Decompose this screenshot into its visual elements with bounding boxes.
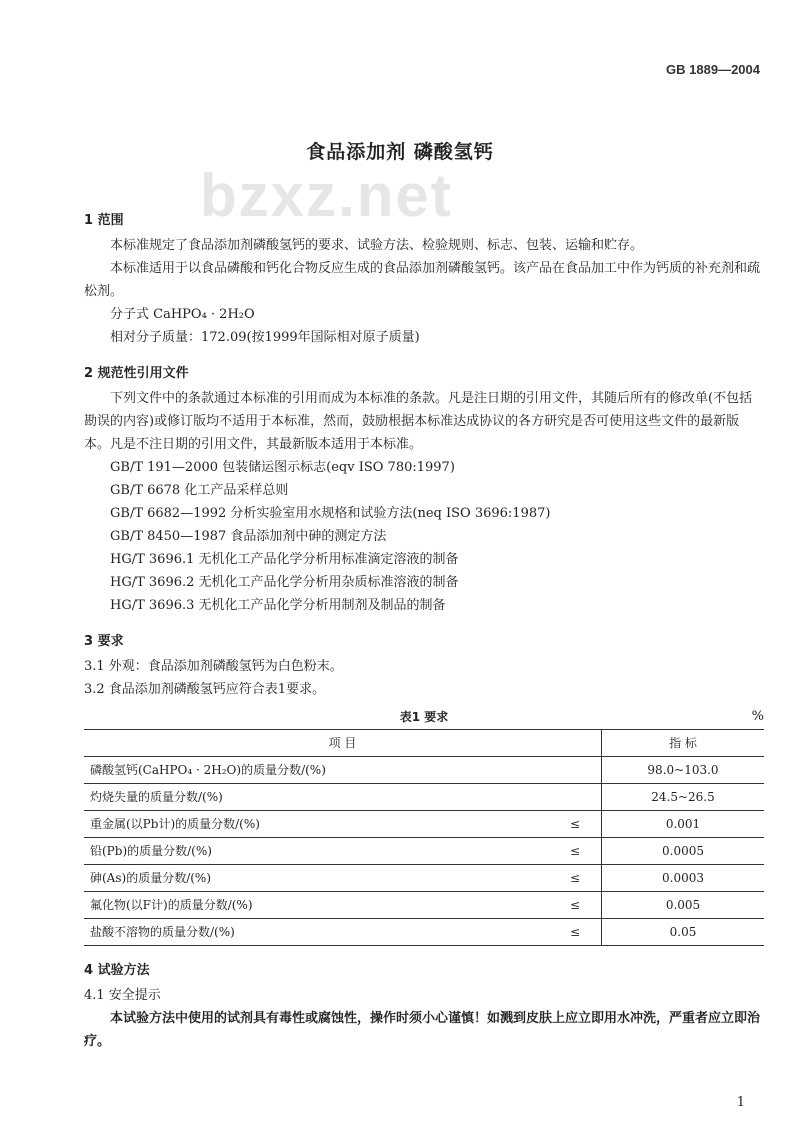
row-operator: ≤ [549,865,602,892]
standard-number: GB 1889—2004 [666,62,760,77]
row-operator: ≤ [549,811,602,838]
section-1-heading: 1 范围 [84,213,124,228]
clause-4-1: 4.1 安全提示 [84,988,161,1003]
row-operator: ≤ [549,892,602,919]
row-value: 0.0003 [602,865,765,892]
reference-item: HG/T 3696.3 无机化工产品化学分析用制剂及制品的制备 [110,598,446,613]
row-operator [549,757,602,784]
scope-paragraph-2: 本标准适用于以食品磷酸和钙化合物反应生成的食品添加剂磷酸氢钙。该产品在食品加工中作为钙质的补充剂和疏松剂。 [84,261,761,299]
table-row [84,811,764,838]
row-value: 0.005 [602,892,765,919]
section-2-paragraph: 下列文件中的条款通过本标准的引用而成为本标准的条款。凡是注日期的引用文件，其随后所有的修改单(不包括勘误的内容)或修订版均不适用于本标准，然而，鼓励根据本标准达成协议的各方研究是否可使用这些文件的最新版本。凡是不注日期的引用文件，其最新版本适用于本标准。 [84,391,753,452]
reference-item: GB/T 6682—1992 分析实验室用水规格和试验方法(neq ISO 3696:1987) [110,506,551,521]
row-item: 重金属(以Pb计)的质量分数/(%) [84,811,549,838]
clause-3-2: 3.2 食品添加剂磷酸氢钙应符合表1要求。 [84,682,326,697]
molecular-mass: 相对分子质量：172.09(按1999年国际相对原子质量) [110,330,420,345]
reference-item: GB/T 8450—1987 食品添加剂中砷的测定方法 [110,529,387,544]
row-item: 铅(Pb)的质量分数/(%) [84,838,549,865]
table-row [84,892,764,919]
clause-3-1: 3.1 外观：食品添加剂磷酸氢钙为白色粉末。 [84,659,343,674]
header-value: 指 标 [602,730,765,757]
row-value: 0.001 [602,811,765,838]
reference-item: GB/T 6678 化工产品采样总则 [110,483,289,498]
row-operator: ≤ [549,919,602,946]
scope-paragraph-1: 本标准规定了食品添加剂磷酸氢钙的要求、试验方法、检验规则、标志、包装、运输和贮存。 [110,238,644,253]
table-caption-row [84,705,764,729]
table-title: 表1 要求 [399,710,449,724]
document-body [84,208,764,1053]
row-item: 砷(As)的质量分数/(%) [84,865,549,892]
watermark: bzxz.net [200,162,453,229]
table-row [84,865,764,892]
table-row [84,784,764,811]
table-row [84,757,764,784]
row-value: 98.0~103.0 [602,757,765,784]
row-item: 氟化物(以F计)的质量分数/(%) [84,892,549,919]
row-operator: ≤ [549,838,602,865]
row-value: 0.05 [602,919,765,946]
section-2-heading: 2 规范性引用文件 [84,366,189,381]
molecular-formula: 分子式 CaHPO₄ · 2H₂O [110,307,255,322]
row-operator [549,784,602,811]
row-item: 灼烧失量的质量分数/(%) [84,784,549,811]
row-item: 磷酸氢钙(CaHPO₄ · 2H₂O)的质量分数/(%) [84,757,549,784]
table-row [84,838,764,865]
row-item: 盐酸不溶物的质量分数/(%) [84,919,549,946]
page-number: 1 [736,1095,745,1110]
row-value: 24.5~26.5 [602,784,765,811]
reference-item: GB/T 191—2000 包装储运图示标志(eqv ISO 780:1997) [110,460,455,475]
section-4-heading: 4 试验方法 [84,963,150,978]
section-3-heading: 3 要求 [84,634,124,649]
table-header-row [84,730,764,757]
row-value: 0.0005 [602,838,765,865]
safety-paragraph: 本试验方法中使用的试剂具有毒性或腐蚀性，操作时须小心谨慎！如溅到皮肤上应立即用水冲洗，严重者应立即治疗。 [84,1011,761,1049]
page-title: 食品添加剂 磷酸氢钙 [306,141,494,163]
table-row [84,919,764,946]
header-item: 项 目 [84,730,602,757]
reference-item: HG/T 3696.2 无机化工产品化学分析用杂质标准溶液的制备 [110,575,459,590]
reference-item: HG/T 3696.1 无机化工产品化学分析用标准滴定溶液的制备 [110,552,459,567]
table-unit: % [751,709,764,724]
requirements-table [84,729,764,946]
